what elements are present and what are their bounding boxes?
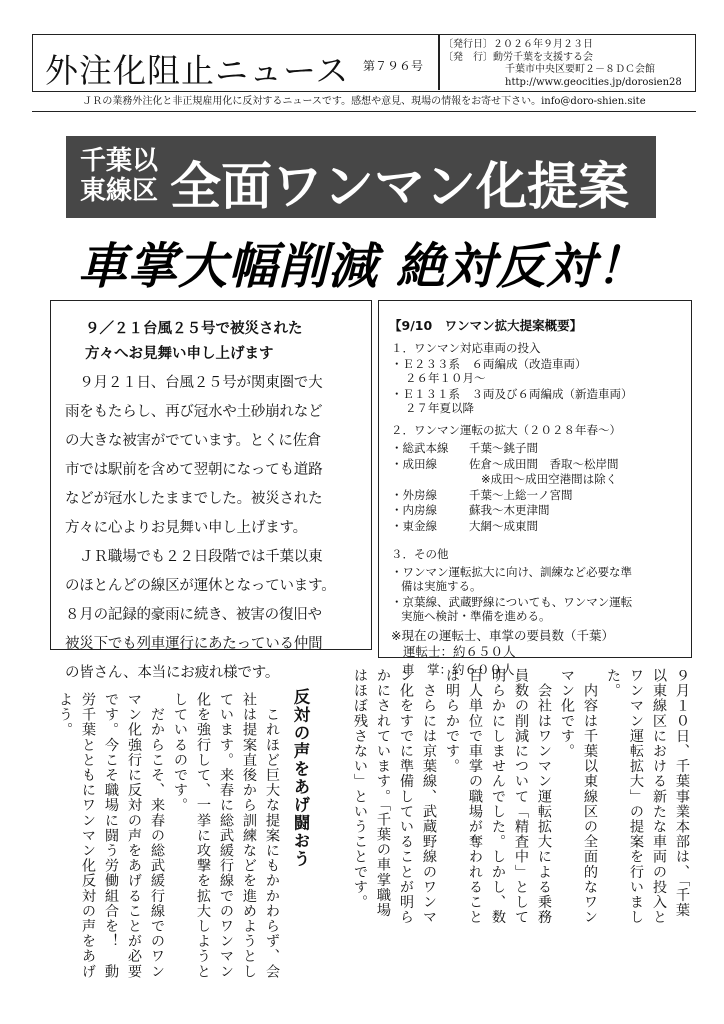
article-column: マン化です。 (559, 668, 575, 759)
driver-count: 運転士：約６５０人 (403, 644, 516, 659)
section3-title: ３．その他 (391, 547, 449, 561)
line-section: ※成田～成田空港間は除く (481, 472, 618, 486)
masthead (32, 34, 696, 92)
newsletter-title: 外注化阻止ニュース (45, 51, 350, 90)
publisher: 〔発 行〕動労千葉を支援する会 (443, 51, 593, 63)
title-banner (66, 136, 656, 218)
publication-info (443, 39, 693, 89)
main-headline: 車掌大幅削減 絶対反対！ (77, 237, 647, 295)
article-column: 社は提案直後から訓練などを進めようとし (241, 692, 257, 979)
line-name: ・外房線 (391, 487, 437, 502)
publisher-address: 千葉市中央区要町２－８ＤＣ会館 (505, 64, 655, 75)
section1-item2: ・Ｅ１３１系 ３両及び６両編成（新造車両） (391, 387, 633, 401)
line-name: ・総武本線 (391, 441, 449, 455)
section3-item2: ・京葉線、武蔵野線についても、ワンマン運転 (391, 595, 633, 609)
typhoon-notice-body (65, 369, 365, 688)
typhoon-notice-box (50, 300, 372, 681)
section1-item1-date: ２６年１０月～ (405, 371, 486, 385)
line-section: 千葉～上総一ノ宮間 (469, 487, 573, 502)
section3-item2-cont: 実施へ検討・準備を進める。 (401, 609, 551, 623)
section3-item1-cont: 備は実施する。 (401, 579, 482, 593)
article-column: 百人単位で車掌の職場が奪われること (467, 668, 483, 925)
article-column: さらには京葉線、武蔵野線のワンマ (421, 668, 437, 925)
typhoon-notice-line: 市では駅前を含めて翌朝になっても道路 (65, 462, 323, 478)
section2-title: ２．ワンマン運転の拡大（２０２８年春～） (391, 423, 621, 437)
article-column: は明らかです。 (444, 668, 460, 774)
typhoon-heading-line1: ９／２１台風２５号で被災された (85, 321, 303, 337)
article-column: 化を強行して、一挙に攻撃を拡大しようと (195, 692, 211, 979)
banner-title: 全面ワンマン化提案 (170, 158, 630, 217)
article-column: ン化をすでに準備していることが明ら (398, 668, 414, 925)
article-column: かにされています。「千葉の車掌職場 (375, 668, 391, 918)
typhoon-notice-heading (51, 317, 373, 367)
article-column: た。 (605, 668, 621, 699)
article-column: ています。来春に総武緩行線でのワンマン (218, 692, 234, 979)
article-column: 会社はワンマン運転拡大による乗務 (536, 668, 552, 925)
section1-title: １．ワンマン対応車両の投入 (391, 341, 541, 355)
staffing-note: ※現在の運転士、車掌の要員数（千葉） (391, 628, 614, 643)
article-column: 労千葉とともにワンマン化反対の声をあげ (80, 692, 96, 979)
article-column: はほぼ残さない」ということです。 (352, 668, 368, 910)
banner-region-line2: 東線区 (80, 176, 159, 206)
masthead-divider (438, 35, 440, 90)
conductor-count: 車 掌：約６００人 (402, 662, 515, 677)
vertical-article (48, 668, 694, 1008)
article-column: マン化強行に反対の声をあげることが必要 (126, 692, 142, 979)
typhoon-notice-line: ＪＲ職場でも２２日段階では千葉以東 (65, 549, 323, 565)
typhoon-notice-line: 方々に心よりお見舞い申し上げます。 (65, 520, 307, 536)
line-name: ・東金線 (391, 518, 437, 533)
banner-region (80, 146, 160, 206)
typhoon-heading-line2: 方々へお見舞い申し上げます (85, 346, 274, 362)
issue-date: 〔発行日〕２０２６年９月２３日 (443, 39, 593, 50)
typhoon-notice-line: ８月の記録的豪雨に続き、被害の復旧や (65, 607, 322, 623)
article-column: です。今こそ職場に闘う労働組合を！ 動 (103, 692, 119, 979)
line-name: ・内房線 (391, 503, 437, 517)
article-column: ワンマン運転拡大」の提案を行いまし (628, 668, 644, 925)
section1-item2-date: ２７年夏以降 (405, 401, 474, 415)
article-column: 員数の削減について「精査中」として (513, 668, 529, 925)
summary-title: 【9/10 ワンマン拡大提案概要】 (389, 318, 583, 333)
section3-item1: ・ワンマン運転拡大に向け、訓練など必要な準 (391, 565, 633, 579)
article-column: これほど巨大な提案にもかかわらず、会 (264, 692, 280, 979)
section1-item1: ・Ｅ２３３系 ６両編成（改造車両） (391, 357, 587, 371)
article-column: だからこそ、来春の総武緩行線でのワン (149, 692, 165, 979)
article-column: ９月１０日、千葉事業本部は、「千葉 (674, 668, 690, 918)
issue-number: 第７９６号 (363, 59, 424, 73)
typhoon-notice-line: 被災下でも列車運行にあたっている仲間 (65, 636, 323, 652)
proposal-summary-box (378, 300, 692, 658)
line-section: 蘇我～木更津間 (469, 503, 550, 517)
typhoon-notice-line: 雨をもたらし、再び冠水や土砂崩れなど (65, 404, 323, 420)
article-column: 内容は千葉以東線区の全面的なワン (582, 668, 598, 925)
typhoon-notice-line: のほとんどの線区が運休となっています。 (65, 578, 336, 594)
publisher-url[interactable]: http://www.geocities.jp/dorosien28 (505, 76, 682, 88)
line-section: 大網～成東間 (469, 518, 538, 533)
line-section: 佐倉～成田間 香取～松岸間 (469, 456, 619, 471)
typhoon-notice-line: などが冠水したままでした。被災された (65, 491, 323, 507)
article-column: 以東線区における新たな車両の投入と (651, 668, 667, 925)
newsletter-description: ＪＲの業務外注化と非正規雇用化に反対するニュースです。感想や意見、現場の情報をお寄せ下さい。info@doro-shien.site (32, 92, 696, 112)
article-column: しているのです。 (172, 692, 188, 813)
typhoon-notice-line: の大きな被害がでています。とくに佐倉 (65, 433, 322, 449)
article-column: よう。 (57, 692, 73, 738)
article-column: 明らかにしませんでした。しかし、数 (490, 668, 506, 925)
article-subheading: 反対の声をあげ闘おう (291, 688, 310, 868)
typhoon-notice-line: の皆さん、本当にお疲れ様です。 (65, 665, 280, 681)
typhoon-notice-line: ９月２１日、台風２５号が関東圏で大 (65, 375, 323, 391)
line-name: ・成田線 (391, 456, 437, 471)
banner-region-line1: 千葉以 (80, 146, 159, 176)
line-section: 千葉～銚子間 (469, 441, 538, 455)
